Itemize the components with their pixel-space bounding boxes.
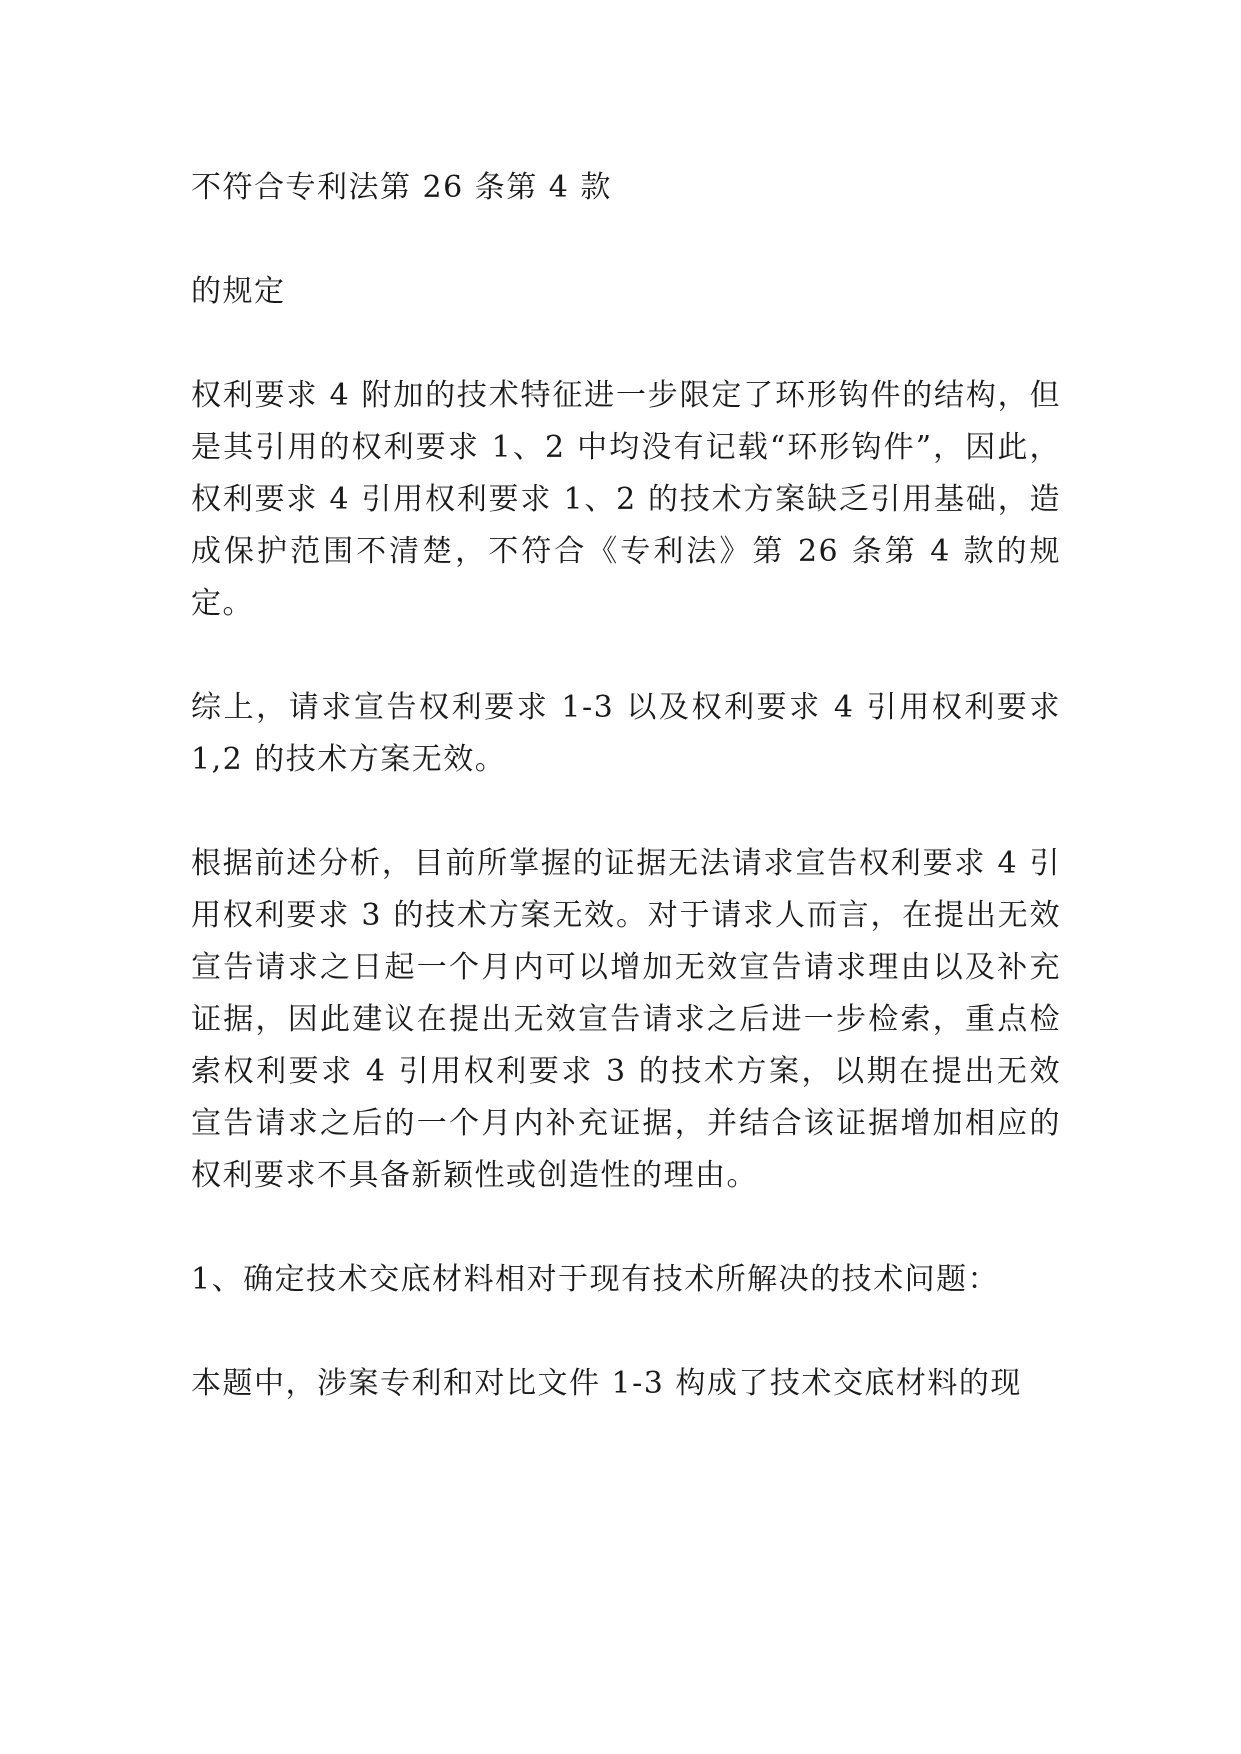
paragraph-prior-art-intro: 本题中，涉案专利和对比文件 1-3 构成了技术交底材料的现 <box>191 1366 1022 1401</box>
paragraph-heading-fragment: 不符合专利法第 26 条第 4 款 <box>191 170 612 205</box>
paragraph-heading-continuation: 的规定 <box>191 274 286 309</box>
paragraph-claim-4-analysis: 权利要求 4 附加的技术特征进一步限定了环形钩件的结构，但是其引用的权利要求 1、2 中均没有记载“环形钩件”，因此，权利要求 4 引用权利要求 1、2 的技术方案缺乏引用基础，造成保护范围不清楚，不符合《专利法》第 26 条第 4 款的规定。 <box>191 378 1061 621</box>
paragraph-section-heading: 1、确定技术交底材料相对于现有技术所解决的技术问题： <box>191 1262 1000 1297</box>
document-body <box>191 162 1061 1410</box>
paragraph-further-search-advice: 根据前述分析，目前所掌握的证据无法请求宣告权利要求 4 引用权利要求 3 的技术方案无效。对于请求人而言，在提出无效宣告请求之日起一个月内可以增加无效宣告请求理由以及补充证据，因此建议在提出无效宣告请求之后进一步检索，重点检索权利要求 4 引用权利要求 3 的技术方案，以期在提出无效宣告请求之后的一个月内补充证据，并结合该证据增加相应的权利要求不具备新颖性或创造性的理由。 <box>191 846 1061 1193</box>
paragraph-summary-request: 综上，请求宣告权利要求 1-3 以及权利要求 4 引用权利要求 1,2 的技术方案无效。 <box>191 690 1061 777</box>
